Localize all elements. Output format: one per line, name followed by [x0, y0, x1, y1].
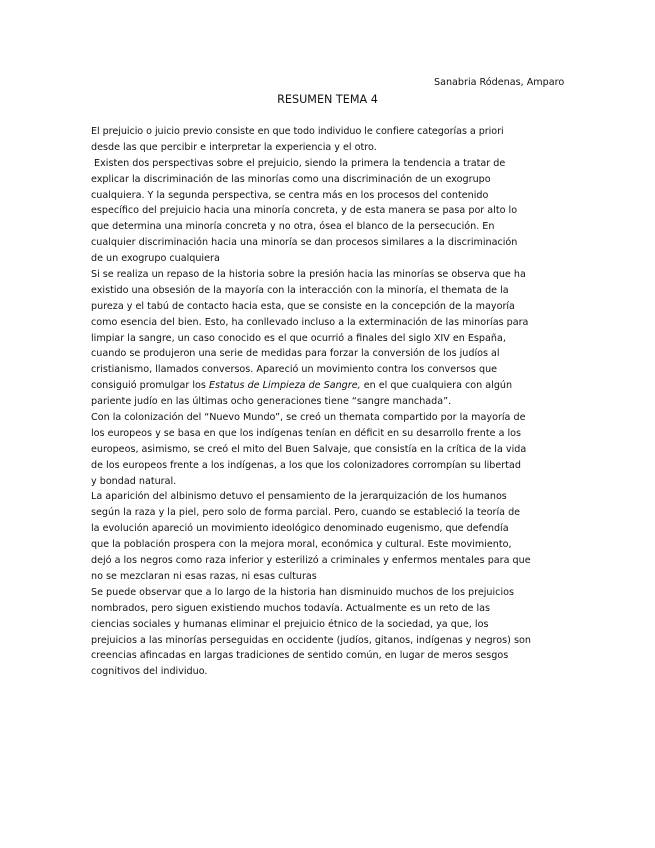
text-line: existido una obsesión de la mayoría con la interacción con la minoría, el themata de la — [91, 284, 509, 296]
text-line: pariente judío en las últimas ocho generaciones tiene “sangre manchada”. — [91, 396, 452, 408]
text-line: cualquier discriminación hacia una minoría se dan procesos similares a la discriminación — [91, 237, 518, 249]
text-line: cristianismo, llamados conversos. Apareció un movimiento contra los conversos que — [91, 364, 498, 376]
paragraph-6 — [91, 585, 571, 680]
text-segment: en el que cualquiera con algún — [360, 380, 513, 392]
author-name: Sanabria Ródenas, Amparo — [434, 77, 565, 88]
text-line: creencias afincadas en largas tradiciones de sentido común, en lugar de meros sesgos — [91, 650, 509, 662]
text-line: desde las que percibir e interpretar la experiencia y el otro. — [91, 141, 377, 153]
text-line: cuando se produjeron una serie de medidas para forzar la conversión de los judíos al — [91, 348, 500, 360]
text-line: según la raza y la piel, pero solo de forma parcial. Pero, cuando se estableció la teoría de — [91, 507, 521, 519]
text-line: prejuicios a las minorías perseguidas en occidente (judíos, gitanos, indígenas y negros) son — [91, 634, 531, 646]
text-line: dejó a los negros como raza inferior y esterilizó a criminales y enfermos mentales para que — [91, 555, 531, 567]
paragraph-4 — [91, 410, 571, 489]
text-line: la evolución apareció un movimiento ideológico denominado eugenismo, que defendía — [91, 523, 509, 535]
text-line: Con la colonización del “Nuevo Mundo”, se creó un themata compartido por la mayoría de — [91, 412, 526, 424]
document-body — [91, 124, 571, 680]
document-title: RESUMEN TEMA 4 — [277, 93, 378, 106]
text-line: como esencia del bien. Esto, ha conllevado incluso a la exterminación de las minorías para — [91, 316, 529, 328]
text-line: Existen dos perspectivas sobre el prejuicio, siendo la primera la tendencia a tratar de — [91, 157, 506, 169]
text-segment: consiguió promulgar los — [91, 380, 209, 392]
text-line: Si se realiza un repaso de la historia sobre la presión hacia las minorías se observa que ha — [91, 269, 526, 281]
italic-title: Estatus de Limpieza de Sangre, — [208, 380, 361, 392]
text-line: pureza y el tabú de contacto hacia esta, que se consiste en la concepción de la mayoría — [91, 300, 515, 312]
text-line: no se mezclaran ni esas razas, ni esas culturas — [91, 570, 317, 582]
text-line: explicar la discriminación de las minorías como una discriminación de un exogrupo — [91, 173, 491, 185]
text-line: que determina una minoría concreta y no otra, ósea el blanco de la persecución. En — [91, 221, 495, 233]
text-line: limpiar la sangre, un caso conocido es el que ocurrió a finales del siglo XIV en España, — [91, 332, 506, 344]
text-line: ciencias sociales y humanas eliminar el prejuicio étnico de la sociedad, ya que, los — [91, 618, 489, 630]
text-line: y bondad natural. — [91, 475, 177, 487]
paragraph-2 — [91, 156, 571, 267]
text-line: de un exogrupo cualquiera — [91, 253, 220, 265]
text-line: nombrados, pero siguen existiendo muchos todavía. Actualmente es un reto de las — [91, 602, 491, 614]
text-line: El prejuicio o juicio previo consiste en que todo individuo le confiere categorías a priori — [91, 126, 504, 137]
text-line: cognitivos del individuo. — [91, 666, 208, 678]
text-line: europeos, asimismo, se creó el mito del Buen Salvaje, que consistía en la crítica de la vida — [91, 443, 527, 455]
text-line: de los europeos frente a los indígenas, a los que los colonizadores corrompían su libertad — [91, 459, 521, 471]
text-line: cualquiera. Y la segunda perspectiva, se centra más en los procesos del contenido — [91, 189, 489, 201]
paragraph-5 — [91, 489, 571, 584]
paragraph-1 — [91, 124, 571, 156]
text-line: específico del prejuicio hacia una minoría concreta, y de esta manera se pasa por alto lo — [91, 205, 518, 217]
text-line: que la población prospera con la mejora moral, económica y cultural. Este movimiento, — [91, 539, 512, 551]
text-line-with-italic — [91, 378, 571, 394]
text-line: Se puede observar que a lo largo de la historia han disminuido muchos de los prejuicios — [91, 586, 514, 598]
text-line: La aparición del albinismo detuvo el pensamiento de la jerarquización de los humanos — [91, 491, 507, 503]
paragraph-3 — [91, 267, 571, 410]
text-line: los europeos y se basa en que los indígenas tenían en déficit en su desarrollo frente a los — [91, 427, 522, 439]
